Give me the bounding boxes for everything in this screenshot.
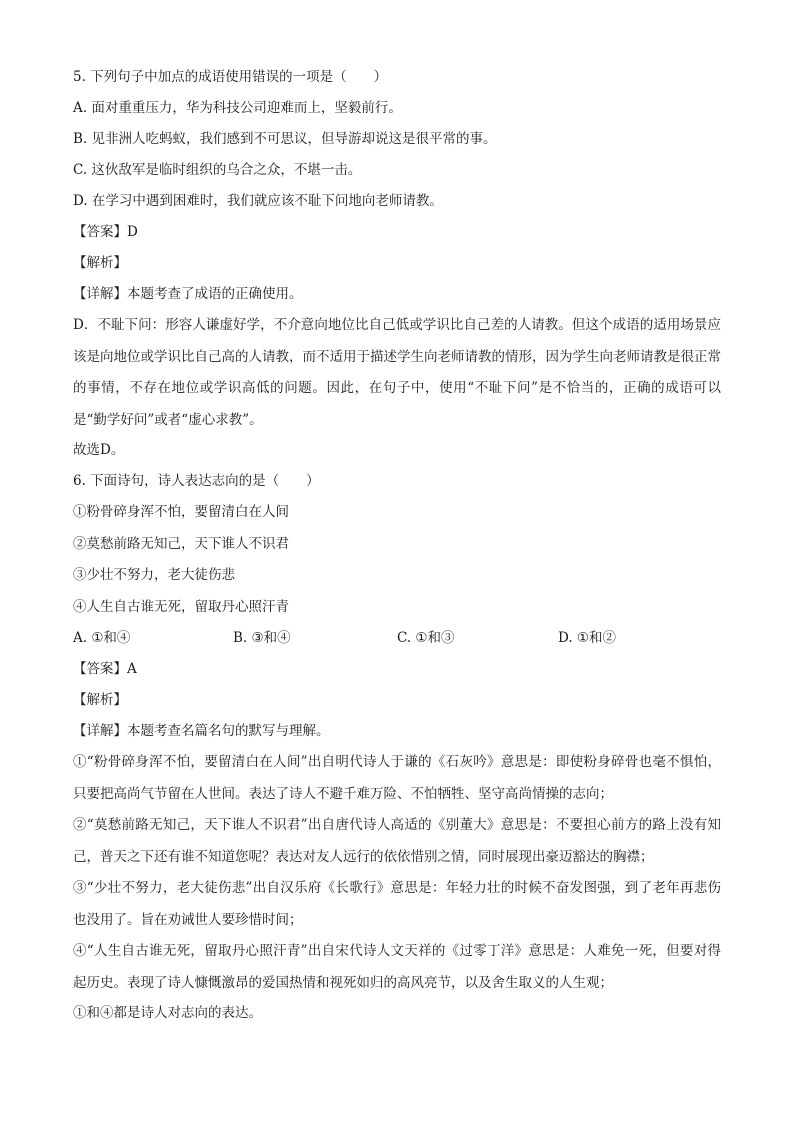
q5-answer: 【答案】D	[73, 224, 138, 240]
q6-analysis-label: 【解析】	[73, 692, 127, 708]
q6-detail: 【详解】本题考查名篇名句的默写与理解。	[73, 723, 330, 739]
q6-explanation-2: ②“莫愁前路无知己，天下谁人不识君”出自唐代诗人高适的《别董大》意思是：不要担心前方的路上没有知己，普天之下还有谁不知道您呢？表达对友人远行的依依惜别之情，同时展现出豪迈豁达的胸襟；	[73, 817, 721, 865]
q5-option-a: A. 面对重重压力，华为科技公司迎难而上，坚毅前行。	[73, 100, 402, 116]
q6-line-1: ①粉骨碎身浑不怕，要留清白在人间	[73, 504, 289, 520]
q6-line-2: ②莫愁前路无知己，天下谁人不识君	[73, 536, 289, 552]
q5-explanation: D．不耻下问：形容人谦虚好学，不介意向地位比自己低或学识比自己差的人请教。但这个成语的适用场景应该是向地位或学识比自己高的人请教，而不适用于描述学生向老师请教的情形，因为学生向老师请教是很正常的事情，不存在地位或学识高低的问题。因此，在句子中，使用“不耻下问”是不恰当的，正确的成语可以是“勤学好问”或者“虚心求教”。	[73, 317, 721, 428]
q5-conclusion: 故选D。	[73, 442, 125, 458]
q6-line-4: ④人生自古谁无死，留取丹心照汗青	[73, 599, 289, 615]
q6-answer: 【答案】A	[73, 661, 137, 677]
q5-option-c: C. 这伙敌军是临时组织的乌合之众，不堪一击。	[73, 162, 362, 178]
q6-choice-c: C. ①和③	[397, 630, 455, 646]
q5-option-d: D. 在学习中遇到困难时，我们就应该不耻下问地向老师请教。	[73, 193, 443, 209]
q6-choice-a: A. ①和④	[73, 630, 131, 646]
q6-choice-d: D. ①和②	[558, 630, 617, 646]
q6-line-3: ③少壮不努力，老大徒伤悲	[73, 567, 235, 583]
q5-option-b: B. 见非洲人吃蚂蚁，我们感到不可思议，但导游却说这是很平常的事。	[73, 131, 497, 147]
q5-stem: 5. 下列句子中加点的成语使用错误的一项是（ ）	[73, 69, 388, 85]
q6-stem: 6. 下面诗句，诗人表达志向的是（ ）	[73, 473, 320, 489]
q6-conclusion: ①和④都是诗人对志向的表达。	[73, 1005, 262, 1021]
q6-explanation-1: ①“粉骨碎身浑不怕，要留清白在人间”出自明代诗人于谦的《石灰吟》意思是：即使粉身碎骨也毫不惧怕，只要把高尚气节留在人世间。表达了诗人不避千难万险、不怕牺牲、坚守高尚情操的志向；	[73, 754, 721, 802]
q5-detail: 【详解】本题考查了成语的正确使用。	[73, 286, 303, 302]
q6-explanation-3: ③“少壮不努力，老大徒伤悲”出自汉乐府《长歌行》意思是：年轻力壮的时候不奋发图强，到了老年再悲伤也没用了。旨在劝诫世人要珍惜时间；	[73, 880, 721, 928]
q6-explanation-4: ④“人生自古谁无死，留取丹心照汗青”出自宋代诗人文天祥的《过零丁洋》意思是：人难免一死，但要对得起历史。表现了诗人慷慨激昂的爱国热情和视死如归的高风亮节，以及舍生取义的人生观；	[73, 943, 721, 991]
q6-choice-b: B. ③和④	[233, 630, 291, 646]
q5-analysis-label: 【解析】	[73, 255, 127, 271]
